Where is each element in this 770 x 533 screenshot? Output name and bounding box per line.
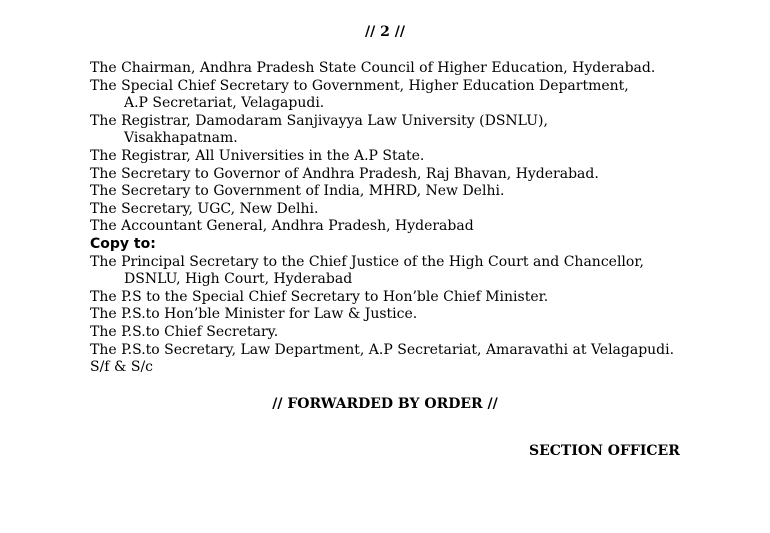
recipient-line: The Secretary, UGC, New Delhi.	[90, 200, 319, 217]
address-list	[90, 60, 730, 377]
recipient-line: The Secretary to Government of India, MHRD, New Delhi.	[90, 183, 505, 200]
copy-to-line: S/f & S/c	[90, 359, 153, 376]
recipient-line: The Accountant General, Andhra Pradesh, Hyderabad	[90, 218, 474, 235]
recipient-line: The Chairman, Andhra Pradesh State Council of Higher Education, Hyderabad.	[90, 60, 656, 76]
copy-to-line: The Principal Secretary to the Chief Justice of the High Court and Chancellor,	[90, 253, 644, 270]
page-number: // 2 //	[365, 24, 405, 40]
copy-to-line: The P.S to the Special Chief Secretary to Hon’ble Chief Minister.	[90, 288, 549, 305]
copy-to-heading: Copy to:	[90, 235, 156, 252]
copy-to-line: DSNLU, High Court, Hyderabad	[124, 271, 353, 288]
recipient-line: The Secretary to Governor of Andhra Pradesh, Raj Bhavan, Hyderabad.	[90, 165, 599, 182]
recipient-line: The Registrar, Damodaram Sanjivayya Law University (DSNLU),	[90, 112, 548, 129]
copy-to-line: The P.S.to Secretary, Law Department, A.P Secretariat, Amaravathi at Velagapudi.	[90, 341, 675, 358]
recipient-line: The Registrar, All Universities in the A.P State.	[90, 147, 425, 164]
copy-to-line: The P.S.to Chief Secretary.	[90, 323, 279, 340]
copy-to-line: The P.S.to Hon’ble Minister for Law & Justice.	[90, 306, 418, 323]
recipient-line: Visakhapatnam.	[124, 130, 238, 147]
recipient-line: The Special Chief Secretary to Government, Higher Education Department,	[90, 77, 629, 94]
forwarded-by-order: // FORWARDED BY ORDER //	[272, 396, 498, 412]
recipient-line: A.P Secretariat, Velagapudi.	[124, 95, 325, 112]
signatory: SECTION OFFICER	[529, 443, 680, 459]
